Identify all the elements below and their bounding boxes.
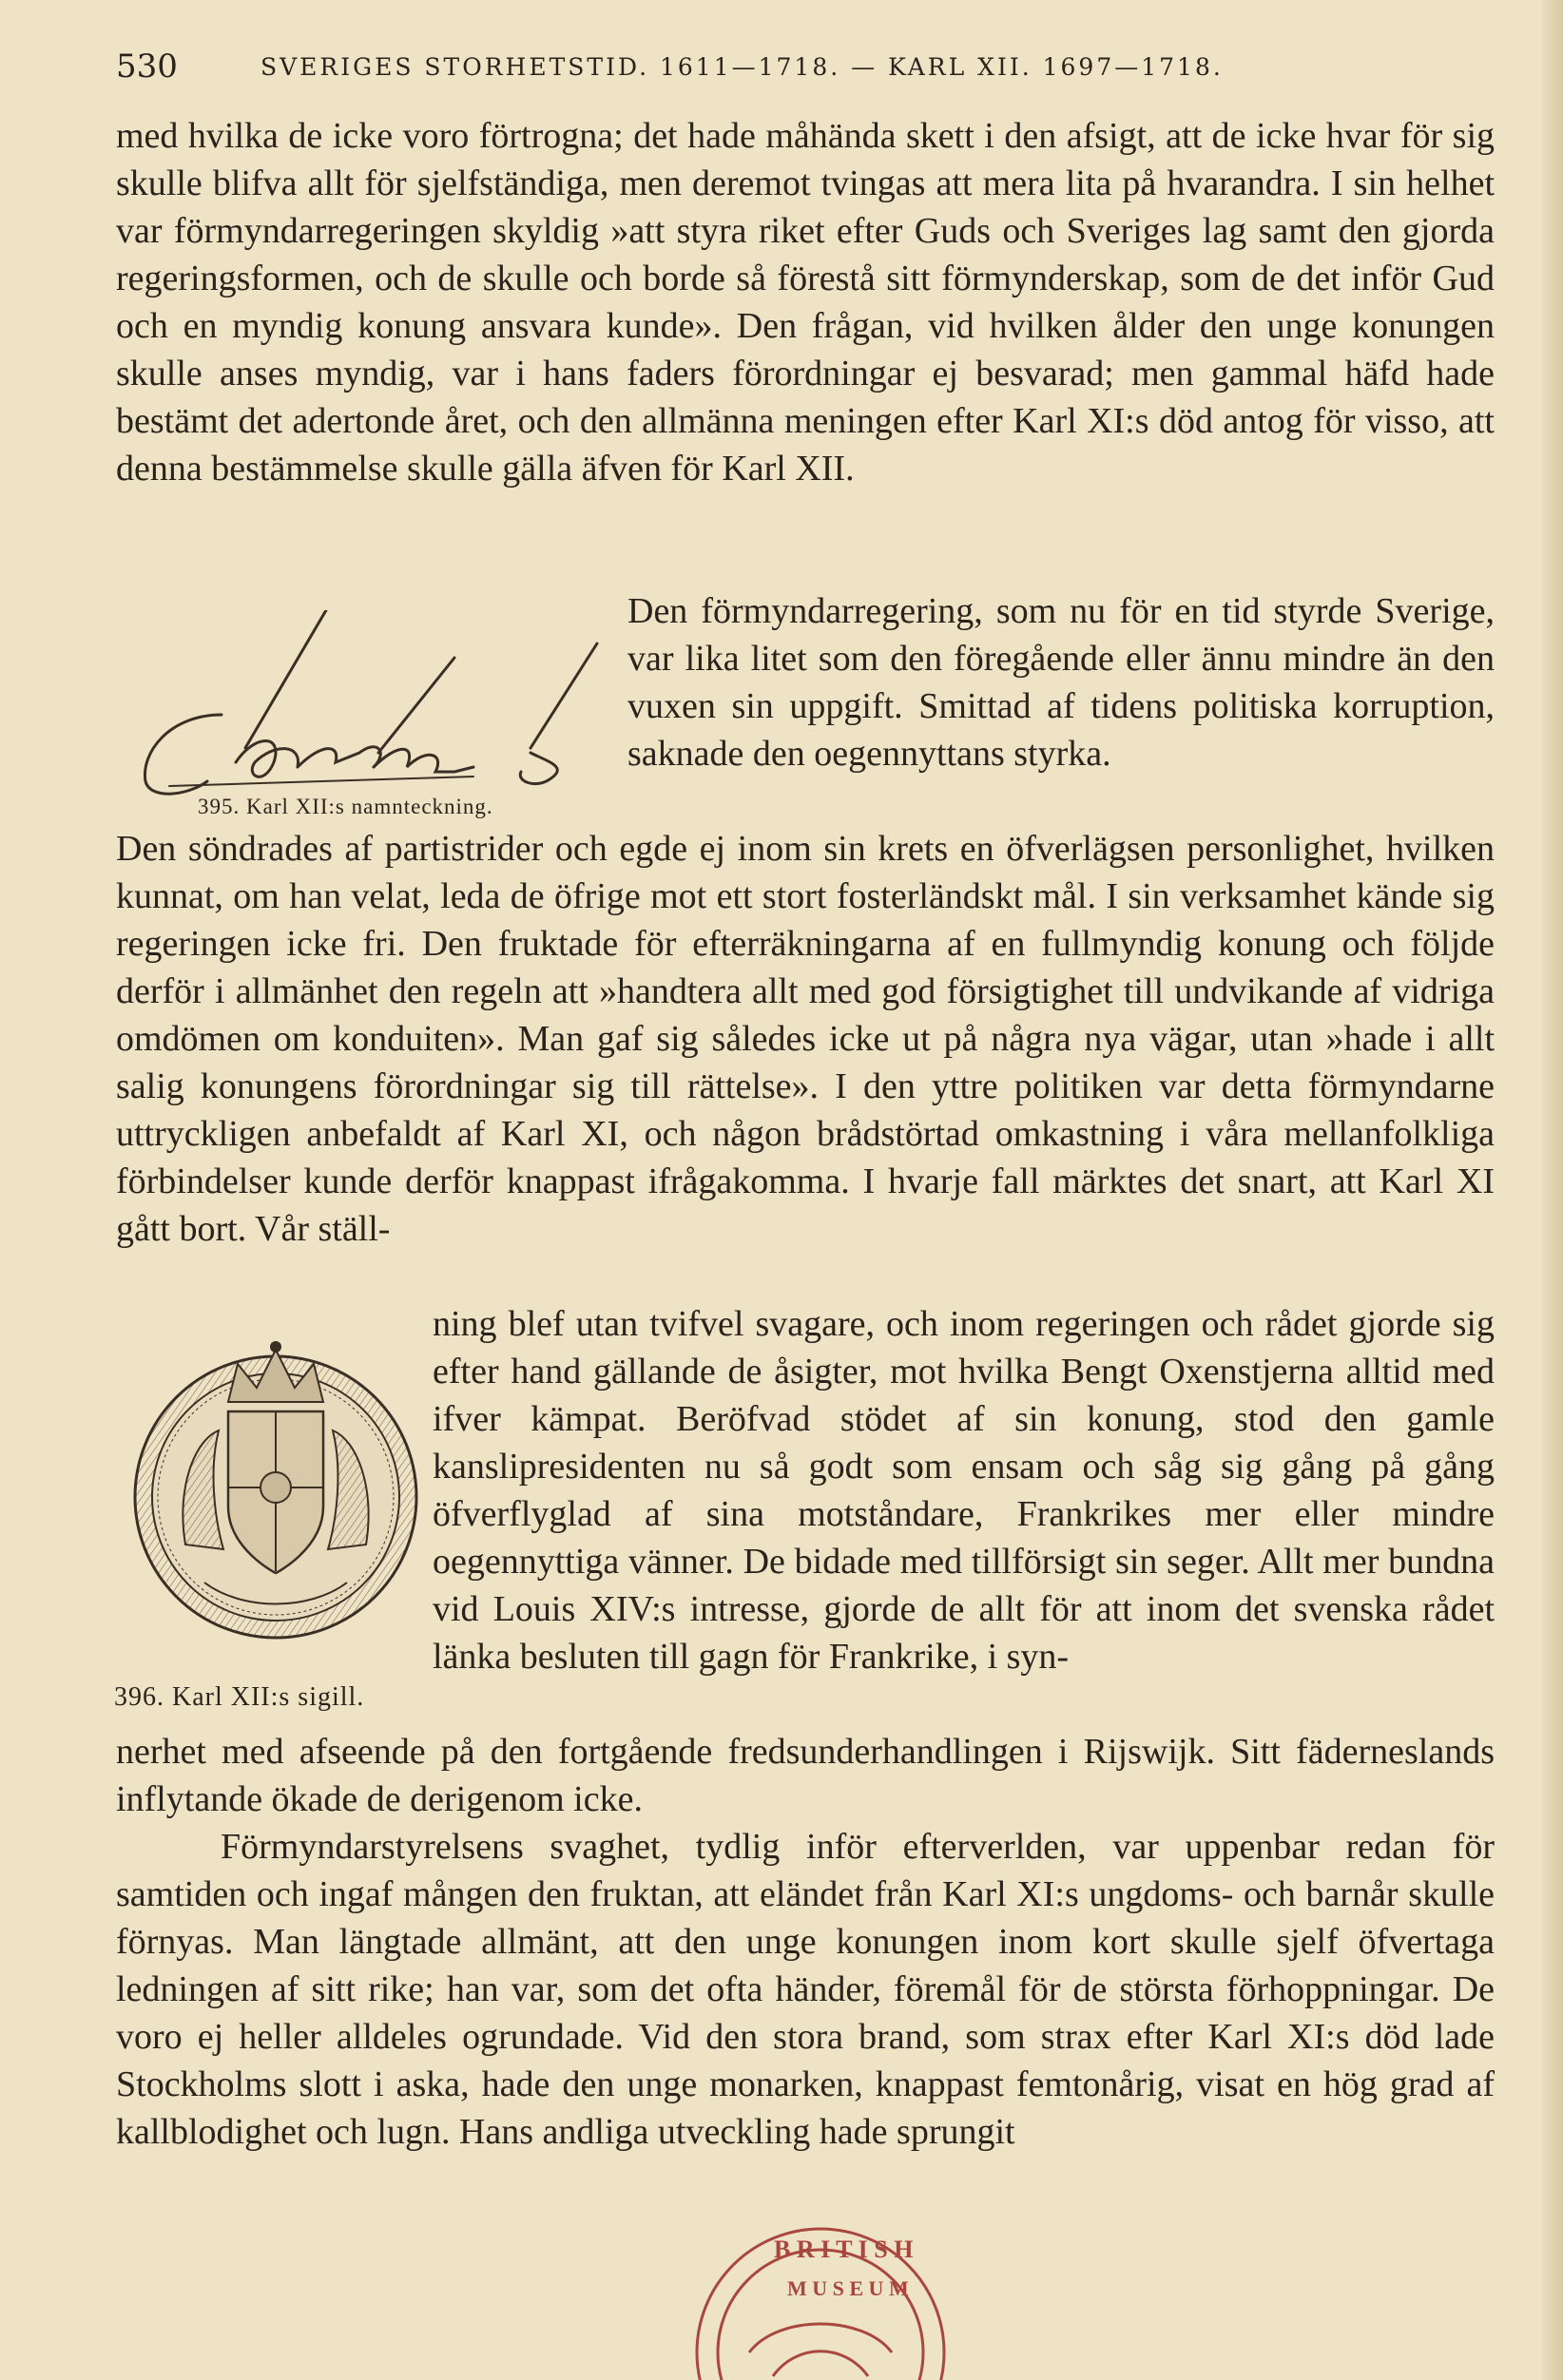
paragraph-3: Den söndrades af partistrider och egde ej inom sin krets en öfverlägsen personlighet, hvilken kunnat, om han velat, leda de öfrige mot ett stort fosterländskt mål. I sin verksamhet kände sig regeringen icke fri. Den fruktade för efterräkningarna af en fullmyndig konung och följde derför i allmänhet den regeln att »handtera allt med god försigtighet till undvikande af vidriga omdömen om konduiten». Man gaf sig således icke ut på några nya vägar, utan »hade i allt salig konungens förordningar sig till rättelse». I den yttre politiken var detta förmyndarne uttryckligen anbefaldt af Karl XI, och någon brådstörtad omkastning i våra mellanfolkliga förbindelser kunde derför knappast ifrågakomma. I hvarje fall märktes det snart, att Karl XI gått bort. Vår ställ-: [116, 829, 1495, 1249]
paragraph-5-block: [116, 1728, 1495, 2152]
paragraph-3-block: [116, 825, 1495, 1348]
page-edge-shadow: [1542, 0, 1563, 2380]
running-header: [116, 48, 1495, 95]
paragraph-1-block: [116, 112, 1495, 587]
british-museum-stamp: [683, 2210, 958, 2380]
paragraph-4: ning blef utan tvifvel svagare, och inom regeringen och rådet gjorde sig efter hand gällande de åsigter, mot hvilka Bengt Oxenstjerna alltid med ifver kämpat. Beröfvad stödet af sin konung, stod den gamle kanslipresidenten nu så godt som ensam och såg sig gång på gång öfverflyglad af sina motståndare, Frankrikes mer eller mindre oegennyttiga vänner. De bidade med tillförsigt sin seger. Allt mer bundna vid Louis XIV:s intresse, gjorde de allt för att inom det svenska rådet länka besluten till gagn för Frankrike, i syn-: [433, 1304, 1495, 1677]
paragraph-2-block: [627, 587, 1495, 825]
paragraph-2: Den förmyndarregering, som nu för en tid styrde Sverige, var lika litet som den föregående eller ännu mindre än den vuxen sin uppgift. Smittad af tidens politiska korruption, saknade den oegennyttans styrka.: [627, 591, 1495, 774]
royal-seal-figure-396: [128, 1297, 423, 1678]
page-number: 530: [116, 48, 178, 86]
paragraph-1: med hvilka de icke voro förtrogna; det hade måhända skett i den afsigt, att de icke hvar för sig skulle blifva allt för sjelfständiga, men deremot tvingas att mera lita på hvarandra. I sin helhet var förmyndarregeringen skyldig »att styra riket efter Guds och Sveriges lag samt den gjorda regeringsformen, och de skulle och borde så förestå sitt förmynderskap, som de det inför Gud och en myndig konung ansvara kunde». Den frågan, vid hvilken ålder den unge konungen skulle anses myndig, var i hans faders förordningar ej besvarad; men gammal häfd hade bestämt det adertonde året, och den allmänna meningen efter Karl XI:s död antog för visso, att denna bestämmelse skulle gälla äfven för Karl XII.: [116, 116, 1495, 489]
figure-396-caption: 396. Karl XII:s sigill.: [114, 1682, 365, 1712]
svg-text:B R I T I S H: B R I T I S H: [774, 2236, 914, 2263]
figure-395-caption: 395. Karl XII:s namnteckning.: [198, 795, 493, 818]
paragraph-5a: nerhet med afseende på den fortgående fredsunderhandlingen i Rijswijk. Sitt fäderneslands inflytande ökade de derigenom icke.: [116, 1732, 1495, 1819]
paragraph-4-block: [433, 1300, 1495, 1747]
signature-figure-395: [131, 610, 607, 800]
paragraph-5b: Förmyndarstyrelsens svaghet, tydlig inför efterverlden, var uppenbar redan för samtiden och ingaf mången den fruktan, att eländet från Karl XI:s ungdoms- och barnår skulle förnyas. Man längtade allmänt, att den unge konungen inom kort skulle sjelf öfvertaga ledningen af sitt rike; han var, som det ofta händer, föremål för de största förhoppningar. De voro ej heller alldeles ogrundade. Vid den stora brand, som strax efter Karl XI:s död lade Stockholms slott i aska, hade den unge monarken, knappast femtonårig, visat en hög grad af kallblodighet och lugn. Hans andliga utveckling hade sprungit: [116, 1827, 1495, 2152]
svg-text:M U S E U M: M U S E U M: [787, 2276, 909, 2300]
running-title: SVERIGES STORHETSTID. 1611—1718. — KARL XII. 1697—1718.: [260, 53, 1224, 81]
